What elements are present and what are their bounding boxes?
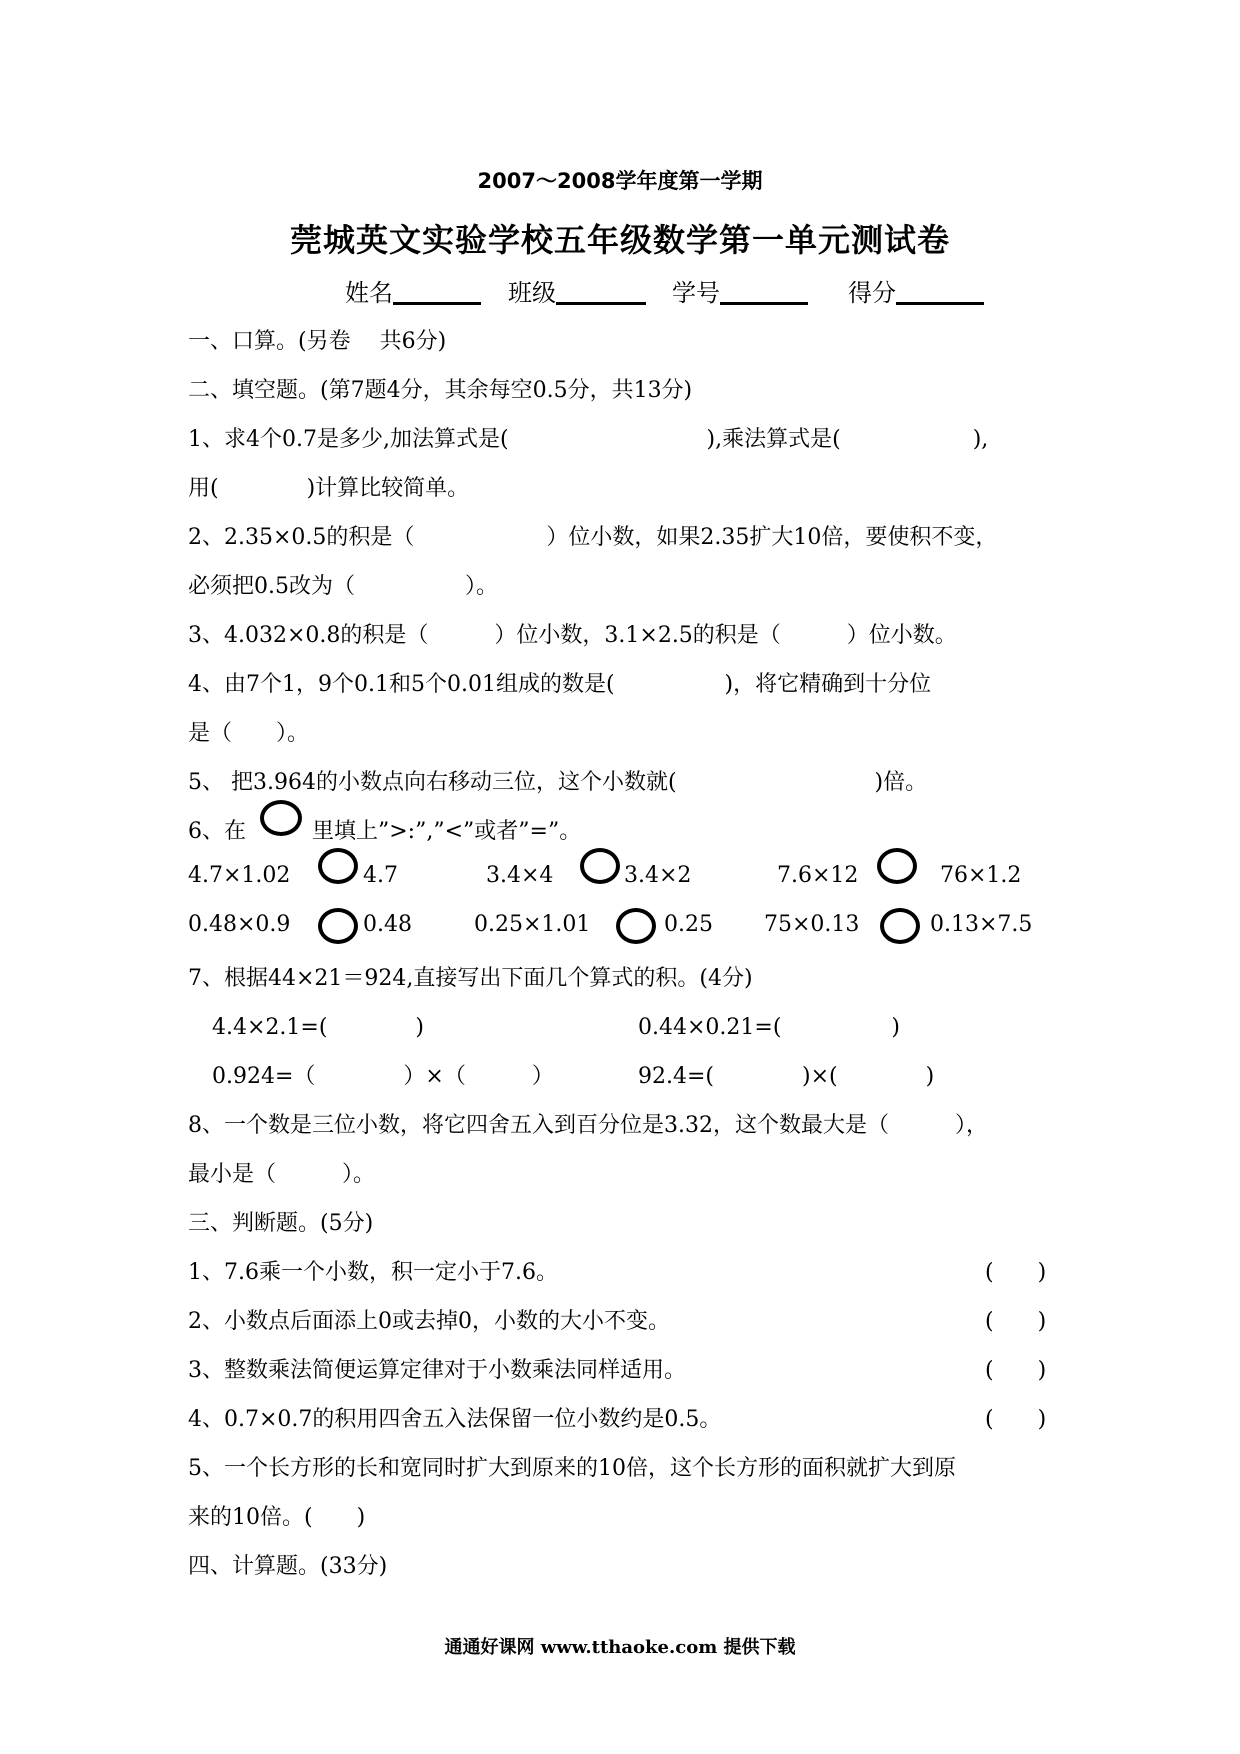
- compare-r1-b-right: 3.4×2: [624, 863, 692, 888]
- fill-q6-suffix: 里填上”>:”,”<”或者”=”。: [312, 819, 582, 844]
- compare-circle-r2-a[interactable]: [318, 908, 358, 944]
- compare-circle-r1-b[interactable]: [580, 848, 620, 884]
- compare-circle-r1-a[interactable]: [318, 848, 358, 884]
- fill-q2-line2: 必须把0.5改为（ ）。: [188, 574, 498, 599]
- judge-q3-answer[interactable]: ( ): [985, 1358, 1047, 1383]
- footer-credit: 通通好课网 www.tthaoke.com 提供下载: [444, 1637, 796, 1658]
- compare-r1-c-left: 7.6×12: [777, 863, 859, 888]
- class-field[interactable]: [508, 273, 646, 308]
- fill-q6-prefix: 6、在: [188, 819, 246, 844]
- judge-q1: 1、7.6乘一个小数，积一定小于7.6。: [188, 1260, 558, 1285]
- section-4-heading: 四、计算题。(33分): [188, 1554, 388, 1579]
- judge-q2: 2、小数点后面添上0或去掉0，小数的大小不变。: [188, 1309, 670, 1334]
- fill-q7-c: 0.924=（ ）×（ ）: [212, 1064, 554, 1089]
- fill-q4-line1: 4、由7个1，9个0.1和5个0.01组成的数是( )，将它精确到十分位: [188, 672, 932, 697]
- student-no-blank[interactable]: [720, 278, 808, 305]
- judge-q2-answer[interactable]: ( ): [985, 1309, 1047, 1334]
- fill-q1-line2: 用( )计算比较简单。: [188, 476, 470, 501]
- compare-circle-r2-b[interactable]: [616, 908, 656, 944]
- name-blank[interactable]: [393, 278, 481, 305]
- fill-q7-a: 4.4×2.1=( ): [212, 1015, 425, 1040]
- judge-q4: 4、0.7×0.7的积用四舍五入法保留一位小数约是0.5。: [188, 1407, 722, 1432]
- judge-q4-answer[interactable]: ( ): [985, 1407, 1047, 1432]
- fill-q7-b: 0.44×0.21=( ): [638, 1015, 901, 1040]
- fill-q4-line2: 是（ ）。: [188, 721, 310, 746]
- compare-r2-c-right: 0.13×7.5: [930, 912, 1033, 937]
- section-1-heading: 一、口算。(另卷 共6分): [188, 329, 447, 354]
- name-label: 姓名: [345, 279, 393, 307]
- class-label: 班级: [508, 279, 556, 307]
- judge-q5-line1: 5、一个长方形的长和宽同时扩大到原来的10倍，这个长方形的面积就扩大到原: [188, 1456, 956, 1481]
- fill-q8-line2: 最小是（ ）。: [188, 1162, 376, 1187]
- name-field[interactable]: [345, 273, 481, 308]
- judge-q1-answer[interactable]: ( ): [985, 1260, 1047, 1285]
- section-3-heading: 三、判断题。(5分): [188, 1211, 374, 1236]
- score-blank[interactable]: [896, 278, 984, 305]
- score-label: 得分: [848, 279, 896, 307]
- exam-title: 莞城英文实验学校五年级数学第一单元测试卷: [289, 221, 950, 259]
- fill-q3: 3、4.032×0.8的积是（ ）位小数，3.1×2.5的积是（ ）位小数。: [188, 623, 957, 648]
- circle-icon: [260, 800, 302, 836]
- compare-r2-b-right: 0.25: [664, 912, 713, 937]
- score-field[interactable]: [848, 273, 984, 308]
- fill-q1-line1: 1、求4个0.7是多少,加法算式是( ),乘法算式是( ),: [188, 427, 989, 452]
- compare-r1-c-right: 76×1.2: [940, 863, 1022, 888]
- section-2-heading: 二、填空题。(第7题4分，其余每空0.5分，共13分): [188, 378, 693, 403]
- compare-r1-a-left: 4.7×1.02: [188, 863, 291, 888]
- compare-r2-c-left: 75×0.13: [764, 912, 860, 937]
- student-no-field[interactable]: [672, 273, 808, 308]
- student-no-label: 学号: [672, 279, 720, 307]
- compare-circle-r2-c[interactable]: [880, 908, 920, 944]
- compare-r1-a-right: 4.7: [363, 863, 398, 888]
- fill-q7-d: 92.4=( )×( ): [638, 1064, 935, 1089]
- fill-q2-line1: 2、2.35×0.5的积是（ ）位小数，如果2.35扩大10倍，要使积不变，: [188, 525, 998, 550]
- compare-r2-a-left: 0.48×0.9: [188, 912, 291, 937]
- fill-q7: 7、根据44×21＝924,直接写出下面几个算式的积。(4分): [188, 966, 753, 991]
- judge-q5-line2: 来的10倍。( ): [188, 1505, 366, 1530]
- judge-q3: 3、整数乘法简便运算定律对于小数乘法同样适用。: [188, 1358, 686, 1383]
- compare-r1-b-left: 3.4×4: [486, 863, 554, 888]
- compare-r2-b-left: 0.25×1.01: [474, 912, 591, 937]
- fill-q5: 5、 把3.964的小数点向右移动三位，这个小数就( )倍。: [188, 770, 928, 795]
- fill-q8-line1: 8、一个数是三位小数，将它四舍五入到百分位是3.32，这个数最大是（ ），: [188, 1113, 988, 1138]
- exam-subtitle: 2007～2008学年度第一学期: [477, 169, 763, 193]
- class-blank[interactable]: [556, 278, 646, 305]
- compare-circle-r1-c[interactable]: [877, 848, 917, 884]
- compare-r2-a-right: 0.48: [363, 912, 412, 937]
